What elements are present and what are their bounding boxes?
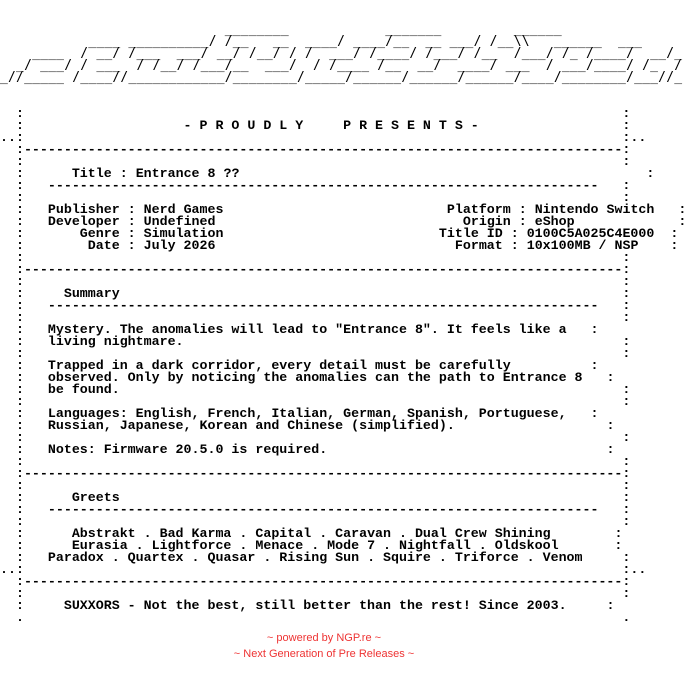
summary-line: : Trapped in a dark corridor, every detail must be carefully : <box>0 358 599 373</box>
summary-line: : Mystery. The anomalies will lead to "Entrance 8". It feels like a : <box>0 322 599 337</box>
publisher-value: Nerd Games <box>143 202 224 217</box>
powered-by-link[interactable]: ~ powered by NGP.re ~ <box>266 632 382 644</box>
title-id-value: 0100C5A025C4E000 <box>526 226 655 241</box>
greets-line: : Paradox . Quartex . Quasar . Rising Sun . Squire . Triforce . Venom : <box>0 550 631 565</box>
greets-line: : Eurasia . Lightforce . Menace . Mode 7 . Nightfall . Oldskool : <box>0 538 623 553</box>
origin-value: eShop <box>534 214 575 229</box>
greets-heading-row: : Greets : <box>0 490 631 505</box>
separator: :---------------------------------------------------------------------------: <box>0 574 631 589</box>
frame-top: : : <box>0 106 631 121</box>
info-row-4: : Date : July 2026 Format : 10x100MB / NSP : <box>0 238 679 253</box>
summary-heading: Summary <box>63 286 120 301</box>
summary-line: : living nightmare. : <box>0 334 631 349</box>
footer-tagline: ~ Next Generation of Pre Releases ~ <box>233 648 415 660</box>
tagline-row: : - P R O U D L Y P R E S E N T S - : <box>0 118 631 133</box>
info-row-1: : Publisher : Nerd Games Platform : Nintendo Switch : <box>0 202 686 217</box>
info-row-3: : Genre : Simulation Title ID : 0100C5A025C4E000 : <box>0 226 679 241</box>
languages-line: : Russian, Japanese, Korean and Chinese (simplified). : <box>0 418 615 433</box>
release-title: Entrance 8 ?? <box>135 166 240 181</box>
format-value: 10x100MB / NSP <box>526 238 639 253</box>
closing-text: SUXXORS - Not the best, still better than the rest! Since 2003. <box>63 598 567 613</box>
platform-value: Nintendo Switch <box>534 202 655 217</box>
genre-value: Simulation <box>143 226 224 241</box>
separator: :---------------------------------------------------------------------------: <box>0 466 631 481</box>
separator: :---------------------------------------------------------------------------: <box>0 262 631 277</box>
greets-line: : Abstrakt . Bad Karma . Capital . Caravan . Dual Crew Shining : <box>0 526 623 541</box>
summary-line: : be found. : <box>0 382 631 397</box>
separator: :---------------------------------------------------------------------------: <box>0 142 631 157</box>
tagline: - P R O U D L Y P R E S E N T S - <box>183 118 479 133</box>
nfo-body: : : : - P R O U D L Y P R E S E N T S - : ..: :.. :---------------------------------------------------------------------------: : : : Title : Entrance 8 ?? : : --------------------------------------------------------------------- : : : : Publisher : Nerd Games Platform : Nintendo Switch : : Developer : Undefined Origin : eShop : : Genre : Simulation Title ID : 0100C5A025C4E000 : : Date : July 2026 Format : 10x100MB / NSP : : : :---------------------------------------------------------------------------: : : : Summary : : --------------------------------------------------------------------- : : : : Mystery. The anomalies will lead to "Entrance 8". It feels like a : : living nightmare. : : : : Trapped in a dark corridor, every detail must be carefully : : observed. Only by noticing the anomalies can the path to Entrance 8 : : be found. : : : : Languages: English, French, Italian, German, Spanish, Portuguese, : : Russian, Japanese, Korean and Chinese (simplified). : : : : Notes: Firmware 20.5.0 is required. : : : :---------------------------------------------------------------------------: : : : Greets : : --------------------------------------------------------------------- : : : : Abstrakt . Bad Karma . Capital . Caravan . Dual Crew Shining : : Eurasia . Lightforce . Menace . Mode 7 . Nightfall . Oldskool : : Paradox . Quartex . Quasar . Rising Sun . Squire . Triforce . Venom : ..: :.. :---------------------------------------------------------------------------: : : : SUXXORS - Not the best, still better than the rest! Since 2003. : . . <box>0 106 686 625</box>
info-row-2: : Developer : Undefined Origin : eShop : <box>0 214 686 229</box>
group-logo-ascii-art: ________ _______ ______ ____ __________/ /__ __ ____/ ____/__ __ ___/ /__\\ ______ ___ ____ / __/ /___ ___/ __/ /__/ / / ___/ /____/ /___/ /__ /___/ /_ /____/ __/_ _/ ___/ / ___ / /__/ /___/__ ___/ / /____ /__ __/ ____/ ___ / ___/____/ /_ / _//_____ /____//____________/________/_____/______/______/______/____/________/___//_ <box>0 22 683 85</box>
summary-line: : observed. Only by noticing the anomalies can the path to Entrance 8 : <box>0 370 615 385</box>
closing-row: : SUXXORS - Not the best, still better than the rest! Since 2003. : <box>0 598 615 613</box>
languages-line: : Languages: English, French, Italian, German, Spanish, Portuguese, : <box>0 406 599 421</box>
date-value: July 2026 <box>143 238 216 253</box>
summary-heading-row: : Summary : <box>0 286 631 301</box>
notes-line: : Notes: Firmware 20.5.0 is required. : <box>0 442 615 457</box>
greets-heading: Greets <box>71 490 120 505</box>
developer-value: Undefined <box>143 214 216 229</box>
title-row: : Title : Entrance 8 ?? : <box>0 166 655 181</box>
